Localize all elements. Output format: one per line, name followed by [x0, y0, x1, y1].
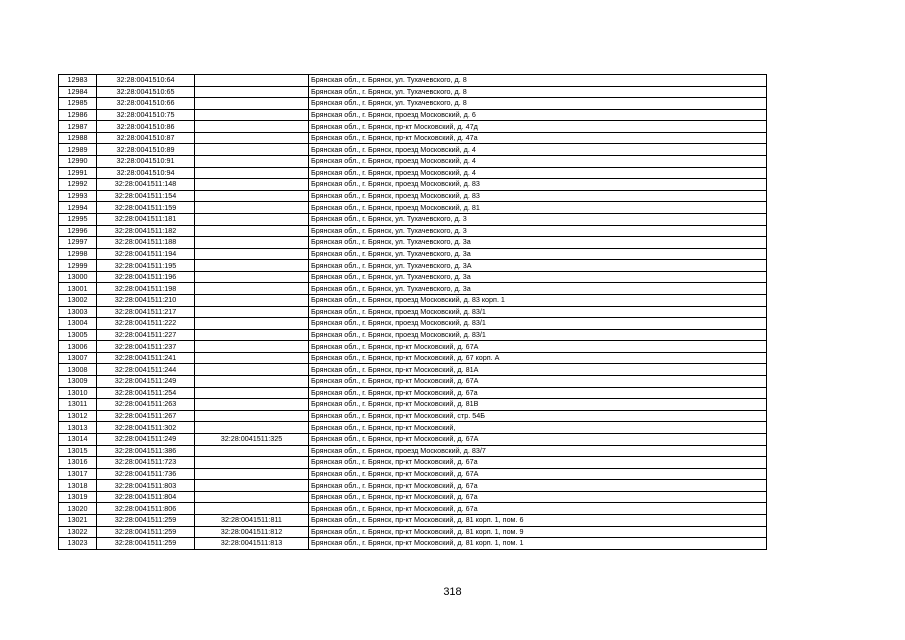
object-cadastral-number-cell [195, 75, 309, 87]
object-cadastral-number-cell [195, 294, 309, 306]
row-number-cell: 13020 [59, 503, 97, 515]
table-body [59, 75, 767, 550]
table-row [59, 526, 767, 538]
table-row [59, 86, 767, 98]
parcel-cadastral-number-cell: 32:28:0041511:181 [97, 213, 195, 225]
table-row [59, 538, 767, 550]
table-row [59, 514, 767, 526]
parcel-cadastral-number-cell: 32:28:0041511:804 [97, 491, 195, 503]
parcel-cadastral-number-cell: 32:28:0041510:64 [97, 75, 195, 87]
table-row [59, 121, 767, 133]
parcel-cadastral-number-cell: 32:28:0041511:227 [97, 329, 195, 341]
object-cadastral-number-cell [195, 399, 309, 411]
address-cell: Брянская обл., г. Брянск, ул. Тухачевского, д. 3а [309, 283, 767, 295]
object-cadastral-number-cell [195, 225, 309, 237]
row-number-cell: 13014 [59, 433, 97, 445]
table-row [59, 318, 767, 330]
parcel-cadastral-number-cell: 32:28:0041511:182 [97, 225, 195, 237]
parcel-cadastral-number-cell: 32:28:0041511:210 [97, 294, 195, 306]
address-cell: Брянская обл., г. Брянск, ул. Тухачевского, д. 8 [309, 98, 767, 110]
parcel-cadastral-number-cell: 32:28:0041511:302 [97, 422, 195, 434]
parcel-cadastral-number-cell: 32:28:0041510:87 [97, 132, 195, 144]
row-number-cell: 13012 [59, 410, 97, 422]
address-cell: Брянская обл., г. Брянск, проезд Московский, д. 83 [309, 179, 767, 191]
table-row [59, 75, 767, 87]
row-number-cell: 13001 [59, 283, 97, 295]
parcel-cadastral-number-cell: 32:28:0041511:241 [97, 352, 195, 364]
address-cell: Брянская обл., г. Брянск, пр-кт Московский, д. 67а [309, 387, 767, 399]
parcel-cadastral-number-cell: 32:28:0041511:723 [97, 457, 195, 469]
object-cadastral-number-cell [195, 491, 309, 503]
parcel-cadastral-number-cell: 32:28:0041511:259 [97, 526, 195, 538]
address-cell: Брянская обл., г. Брянск, пр-кт Московский, д. 81 корп. 1, пом. 9 [309, 526, 767, 538]
row-number-cell: 13015 [59, 445, 97, 457]
address-cell: Брянская обл., г. Брянск, пр-кт Московский, д. 67а [309, 491, 767, 503]
object-cadastral-number-cell [195, 109, 309, 121]
row-number-cell: 13003 [59, 306, 97, 318]
address-cell: Брянская обл., г. Брянск, проезд Московский, д. 83/7 [309, 445, 767, 457]
address-cell: Брянская обл., г. Брянск, пр-кт Московский, д. 47а [309, 132, 767, 144]
object-cadastral-number-cell [195, 237, 309, 249]
parcel-cadastral-number-cell: 32:28:0041511:736 [97, 468, 195, 480]
object-cadastral-number-cell [195, 167, 309, 179]
parcel-cadastral-number-cell: 32:28:0041511:196 [97, 271, 195, 283]
address-cell: Брянская обл., г. Брянск, пр-кт Московский, д. 67А [309, 376, 767, 388]
object-cadastral-number-cell [195, 156, 309, 168]
table-row [59, 352, 767, 364]
parcel-cadastral-number-cell: 32:28:0041511:222 [97, 318, 195, 330]
row-number-cell: 12992 [59, 179, 97, 191]
row-number-cell: 13008 [59, 364, 97, 376]
parcel-cadastral-number-cell: 32:28:0041511:159 [97, 202, 195, 214]
parcel-cadastral-number-cell: 32:28:0041511:259 [97, 538, 195, 550]
table-row [59, 387, 767, 399]
address-cell: Брянская обл., г. Брянск, ул. Тухачевского, д. 3а [309, 271, 767, 283]
parcel-cadastral-number-cell: 32:28:0041511:244 [97, 364, 195, 376]
table-row [59, 422, 767, 434]
parcel-cadastral-number-cell: 32:28:0041510:75 [97, 109, 195, 121]
object-cadastral-number-cell [195, 457, 309, 469]
row-number-cell: 13002 [59, 294, 97, 306]
object-cadastral-number-cell: 32:28:0041511:325 [195, 433, 309, 445]
parcel-cadastral-number-cell: 32:28:0041511:259 [97, 514, 195, 526]
table-row [59, 225, 767, 237]
object-cadastral-number-cell [195, 410, 309, 422]
row-number-cell: 13007 [59, 352, 97, 364]
parcel-cadastral-number-cell: 32:28:0041510:89 [97, 144, 195, 156]
table-row [59, 341, 767, 353]
parcel-cadastral-number-cell: 32:28:0041511:386 [97, 445, 195, 457]
row-number-cell: 13023 [59, 538, 97, 550]
address-cell: Брянская обл., г. Брянск, проезд Московский, д. 4 [309, 167, 767, 179]
table-row [59, 260, 767, 272]
table-row [59, 329, 767, 341]
object-cadastral-number-cell [195, 318, 309, 330]
object-cadastral-number-cell [195, 422, 309, 434]
parcel-cadastral-number-cell: 32:28:0041511:267 [97, 410, 195, 422]
row-number-cell: 12994 [59, 202, 97, 214]
row-number-cell: 13022 [59, 526, 97, 538]
object-cadastral-number-cell: 32:28:0041511:811 [195, 514, 309, 526]
parcel-cadastral-number-cell: 32:28:0041511:249 [97, 376, 195, 388]
address-cell: Брянская обл., г. Брянск, пр-кт Московский, д. 47д [309, 121, 767, 133]
address-cell: Брянская обл., г. Брянск, пр-кт Московский, стр. 54Б [309, 410, 767, 422]
row-number-cell: 12985 [59, 98, 97, 110]
row-number-cell: 13016 [59, 457, 97, 469]
address-cell: Брянская обл., г. Брянск, пр-кт Московский, д. 67а [309, 457, 767, 469]
address-cell: Брянская обл., г. Брянск, пр-кт Московский, д. 67а [309, 480, 767, 492]
parcel-cadastral-number-cell: 32:28:0041511:263 [97, 399, 195, 411]
row-number-cell: 12990 [59, 156, 97, 168]
table-row [59, 491, 767, 503]
address-cell: Брянская обл., г. Брянск, проезд Московский, д. 6 [309, 109, 767, 121]
row-number-cell: 12991 [59, 167, 97, 179]
object-cadastral-number-cell [195, 190, 309, 202]
row-number-cell: 13021 [59, 514, 97, 526]
parcel-cadastral-number-cell: 32:28:0041511:198 [97, 283, 195, 295]
row-number-cell: 12996 [59, 225, 97, 237]
row-number-cell: 13004 [59, 318, 97, 330]
row-number-cell: 13009 [59, 376, 97, 388]
row-number-cell: 13017 [59, 468, 97, 480]
object-cadastral-number-cell [195, 86, 309, 98]
table-row [59, 468, 767, 480]
address-cell: Брянская обл., г. Брянск, пр-кт Московский, д. 67а [309, 503, 767, 515]
table-row [59, 202, 767, 214]
table-row [59, 190, 767, 202]
address-cell: Брянская обл., г. Брянск, ул. Тухачевского, д. 3 [309, 213, 767, 225]
row-number-cell: 13006 [59, 341, 97, 353]
address-cell: Брянская обл., г. Брянск, ул. Тухачевского, д. 8 [309, 86, 767, 98]
object-cadastral-number-cell [195, 445, 309, 457]
address-cell: Брянская обл., г. Брянск, пр-кт Московский, д. 67 корп. А [309, 352, 767, 364]
table-row [59, 480, 767, 492]
table-row [59, 503, 767, 515]
row-number-cell: 12986 [59, 109, 97, 121]
row-number-cell: 12995 [59, 213, 97, 225]
address-cell: Брянская обл., г. Брянск, ул. Тухачевского, д. 3а [309, 237, 767, 249]
address-cell: Брянская обл., г. Брянск, пр-кт Московский, д. 81А [309, 364, 767, 376]
row-number-cell: 13005 [59, 329, 97, 341]
row-number-cell: 12987 [59, 121, 97, 133]
parcel-cadastral-number-cell: 32:28:0041510:86 [97, 121, 195, 133]
table-row [59, 156, 767, 168]
address-cell: Брянская обл., г. Брянск, проезд Московский, д. 4 [309, 144, 767, 156]
table-row [59, 179, 767, 191]
table-row [59, 237, 767, 249]
object-cadastral-number-cell [195, 503, 309, 515]
table-row [59, 306, 767, 318]
row-number-cell: 12993 [59, 190, 97, 202]
object-cadastral-number-cell [195, 202, 309, 214]
row-number-cell: 12999 [59, 260, 97, 272]
table-row [59, 144, 767, 156]
object-cadastral-number-cell: 32:28:0041511:812 [195, 526, 309, 538]
parcel-cadastral-number-cell: 32:28:0041511:803 [97, 480, 195, 492]
address-cell: Брянская обл., г. Брянск, проезд Московский, д. 83/1 [309, 318, 767, 330]
object-cadastral-number-cell [195, 213, 309, 225]
row-number-cell: 13011 [59, 399, 97, 411]
row-number-cell: 12989 [59, 144, 97, 156]
object-cadastral-number-cell [195, 352, 309, 364]
object-cadastral-number-cell [195, 283, 309, 295]
table-row [59, 399, 767, 411]
address-cell: Брянская обл., г. Брянск, ул. Тухачевского, д. 3А [309, 260, 767, 272]
parcel-cadastral-number-cell: 32:28:0041511:249 [97, 433, 195, 445]
row-number-cell: 13013 [59, 422, 97, 434]
row-number-cell: 13000 [59, 271, 97, 283]
object-cadastral-number-cell [195, 376, 309, 388]
table-row [59, 213, 767, 225]
parcel-cadastral-number-cell: 32:28:0041510:91 [97, 156, 195, 168]
object-cadastral-number-cell [195, 260, 309, 272]
address-cell: Брянская обл., г. Брянск, пр-кт Московский, д. 67А [309, 341, 767, 353]
table-row [59, 294, 767, 306]
address-cell: Брянская обл., г. Брянск, ул. Тухачевского, д. 3а [309, 248, 767, 260]
address-cell: Брянская обл., г. Брянск, проезд Московский, д. 83/1 [309, 329, 767, 341]
address-cell: Брянская обл., г. Брянск, ул. Тухачевского, д. 8 [309, 75, 767, 87]
address-cell: Брянская обл., г. Брянск, пр-кт Московский, д. 67А [309, 433, 767, 445]
row-number-cell: 12988 [59, 132, 97, 144]
row-number-cell: 13019 [59, 491, 97, 503]
parcel-cadastral-number-cell: 32:28:0041510:66 [97, 98, 195, 110]
parcel-cadastral-number-cell: 32:28:0041511:237 [97, 341, 195, 353]
table-row [59, 283, 767, 295]
row-number-cell: 12983 [59, 75, 97, 87]
parcel-cadastral-number-cell: 32:28:0041511:254 [97, 387, 195, 399]
object-cadastral-number-cell [195, 132, 309, 144]
row-number-cell: 13010 [59, 387, 97, 399]
table-row [59, 410, 767, 422]
object-cadastral-number-cell [195, 480, 309, 492]
table-row [59, 376, 767, 388]
table-row [59, 98, 767, 110]
address-cell: Брянская обл., г. Брянск, пр-кт Московский, [309, 422, 767, 434]
row-number-cell: 12997 [59, 237, 97, 249]
parcel-cadastral-number-cell: 32:28:0041511:195 [97, 260, 195, 272]
parcel-cadastral-number-cell: 32:28:0041511:188 [97, 237, 195, 249]
object-cadastral-number-cell [195, 248, 309, 260]
parcel-cadastral-number-cell: 32:28:0041510:65 [97, 86, 195, 98]
address-cell: Брянская обл., г. Брянск, проезд Московский, д. 83 корп. 1 [309, 294, 767, 306]
object-cadastral-number-cell [195, 271, 309, 283]
object-cadastral-number-cell [195, 179, 309, 191]
row-number-cell: 12984 [59, 86, 97, 98]
cadastral-table [58, 74, 767, 550]
table-row [59, 457, 767, 469]
object-cadastral-number-cell [195, 121, 309, 133]
row-number-cell: 12998 [59, 248, 97, 260]
object-cadastral-number-cell [195, 144, 309, 156]
object-cadastral-number-cell: 32:28:0041511:813 [195, 538, 309, 550]
address-cell: Брянская обл., г. Брянск, пр-кт Московский, д. 67А [309, 468, 767, 480]
table-row [59, 271, 767, 283]
object-cadastral-number-cell [195, 341, 309, 353]
address-cell: Брянская обл., г. Брянск, проезд Московский, д. 83 [309, 190, 767, 202]
page-number: 318 [443, 586, 462, 598]
object-cadastral-number-cell [195, 468, 309, 480]
parcel-cadastral-number-cell: 32:28:0041511:148 [97, 179, 195, 191]
table-row [59, 248, 767, 260]
object-cadastral-number-cell [195, 387, 309, 399]
object-cadastral-number-cell [195, 364, 309, 376]
address-cell: Брянская обл., г. Брянск, проезд Московский, д. 83/1 [309, 306, 767, 318]
table-row [59, 132, 767, 144]
table-row [59, 167, 767, 179]
address-cell: Брянская обл., г. Брянск, проезд Московский, д. 81 [309, 202, 767, 214]
address-cell: Брянская обл., г. Брянск, пр-кт Московский, д. 81 корп. 1, пом. 6 [309, 514, 767, 526]
row-number-cell: 13018 [59, 480, 97, 492]
address-cell: Брянская обл., г. Брянск, ул. Тухачевского, д. 3 [309, 225, 767, 237]
parcel-cadastral-number-cell: 32:28:0041511:194 [97, 248, 195, 260]
table-row [59, 445, 767, 457]
parcel-cadastral-number-cell: 32:28:0041511:217 [97, 306, 195, 318]
table-row [59, 364, 767, 376]
address-cell: Брянская обл., г. Брянск, пр-кт Московский, д. 81В [309, 399, 767, 411]
address-cell: Брянская обл., г. Брянск, пр-кт Московский, д. 81 корп. 1, пом. 1 [309, 538, 767, 550]
object-cadastral-number-cell [195, 306, 309, 318]
table-row [59, 433, 767, 445]
parcel-cadastral-number-cell: 32:28:0041511:154 [97, 190, 195, 202]
object-cadastral-number-cell [195, 329, 309, 341]
parcel-cadastral-number-cell: 32:28:0041511:806 [97, 503, 195, 515]
table-row [59, 109, 767, 121]
object-cadastral-number-cell [195, 98, 309, 110]
address-cell: Брянская обл., г. Брянск, проезд Московский, д. 4 [309, 156, 767, 168]
parcel-cadastral-number-cell: 32:28:0041510:94 [97, 167, 195, 179]
